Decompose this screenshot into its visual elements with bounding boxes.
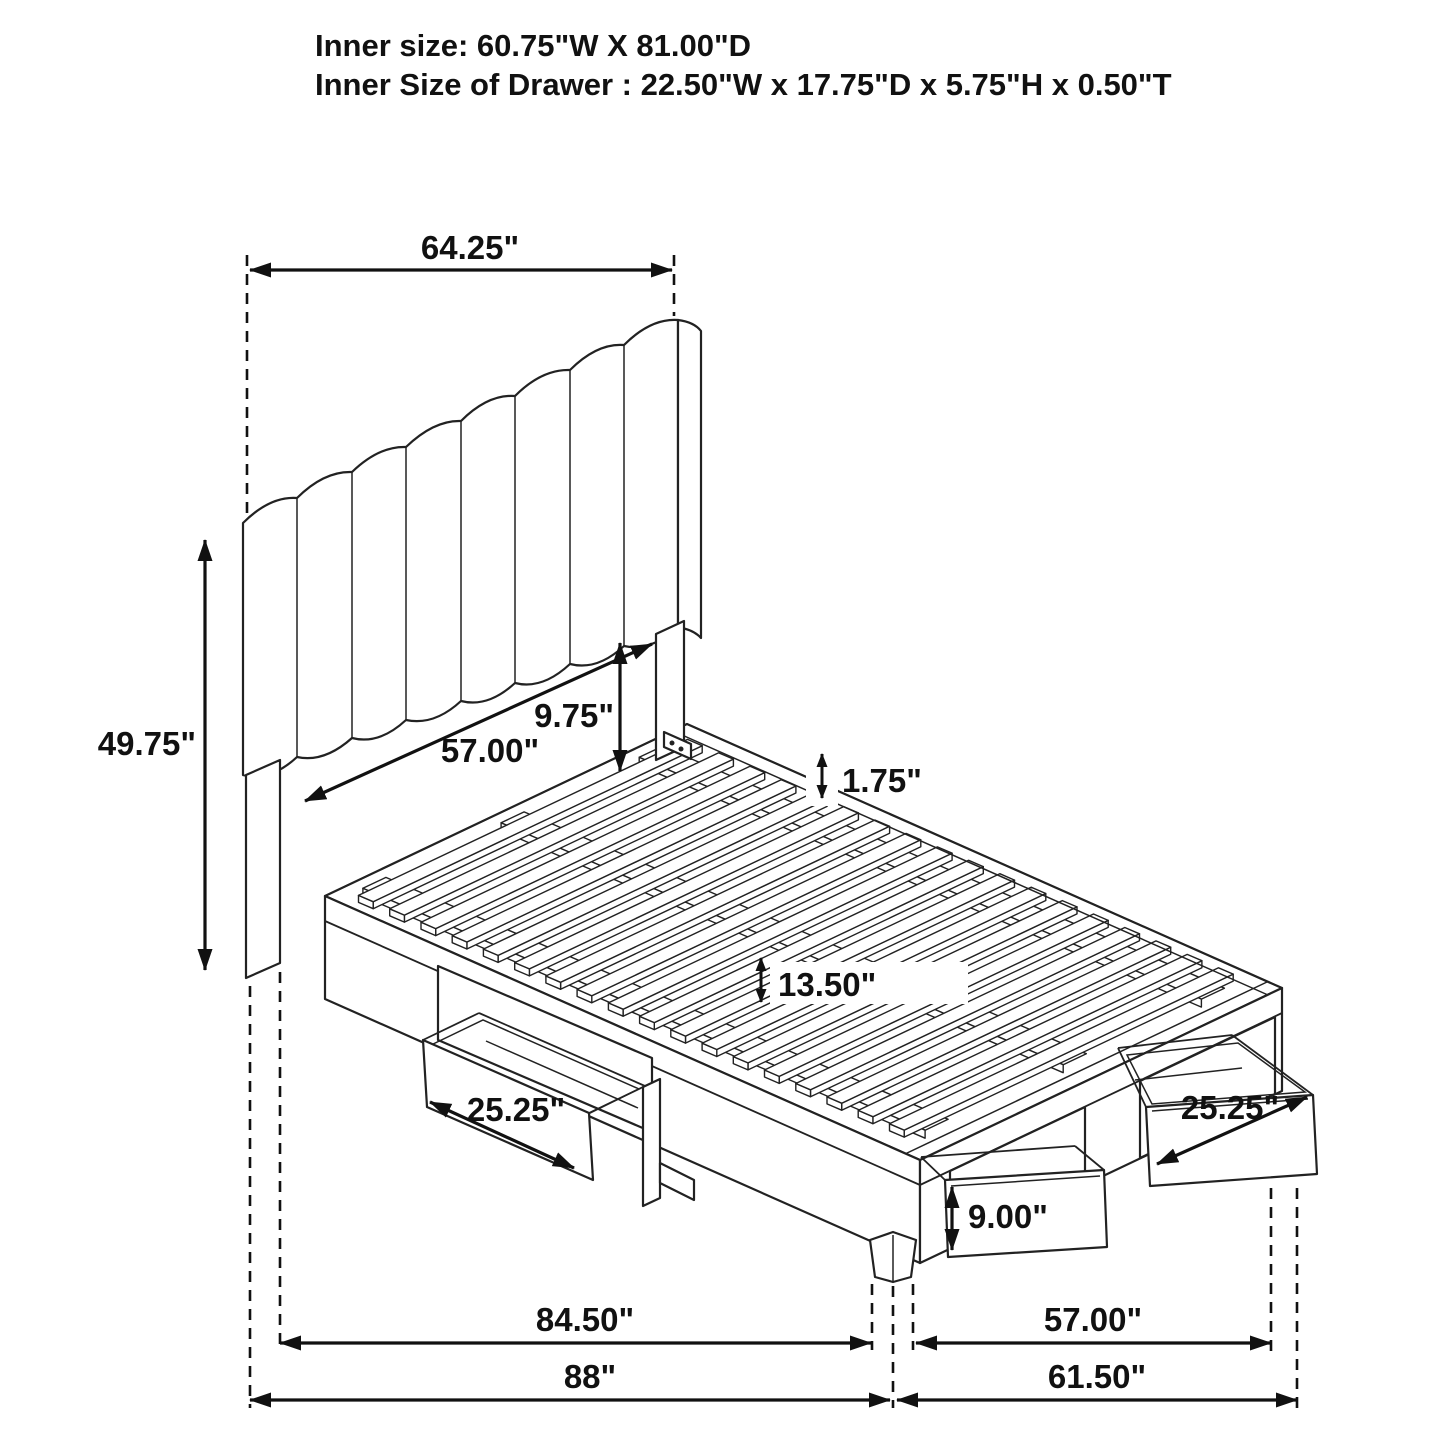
drawer-divider: [643, 1079, 660, 1206]
svg-text:25.25": 25.25": [466, 1091, 566, 1128]
front-leg: [870, 1232, 916, 1282]
svg-text:9.00": 9.00": [968, 1198, 1048, 1235]
dim-headboard-height: [98, 540, 205, 970]
dim-frame-length: [280, 1301, 871, 1343]
svg-text:57.00": 57.00": [1043, 1301, 1143, 1338]
drawer-divider-foot: [660, 1163, 694, 1200]
dim-slat-thickness: [806, 746, 922, 806]
svg-text:9.75": 9.75": [534, 697, 614, 734]
inner-size-line: Inner size: 60.75"W X 81.00"D: [315, 28, 752, 63]
headboard-side-edge: [678, 320, 701, 638]
drawer-inner-size-line: Inner Size of Drawer : 22.50"W x 17.75"D x 5.75"H x 0.50"T: [315, 67, 1172, 102]
bed: [243, 320, 1317, 1282]
svg-text:1.75": 1.75": [842, 762, 922, 799]
dim-total-width: [897, 1358, 1297, 1400]
svg-text:61.50": 61.50": [1047, 1358, 1147, 1395]
headboard-left-leg: [246, 760, 280, 978]
bracket-screw: [670, 741, 675, 746]
svg-text:64.25": 64.25": [420, 229, 520, 266]
svg-text:84.50": 84.50": [535, 1301, 635, 1338]
dim-frame-width: [916, 1301, 1271, 1343]
svg-text:88": 88": [563, 1358, 617, 1395]
dim-platform-height: [761, 958, 968, 1004]
svg-text:49.75": 49.75": [97, 725, 196, 762]
bracket-screw: [679, 747, 684, 752]
svg-text:57.00": 57.00": [440, 732, 540, 769]
dim-headboard-width: [250, 229, 672, 270]
dim-total-length: [250, 1358, 890, 1400]
svg-text:25.25": 25.25": [1180, 1089, 1280, 1126]
svg-text:13.50": 13.50": [778, 966, 877, 1003]
